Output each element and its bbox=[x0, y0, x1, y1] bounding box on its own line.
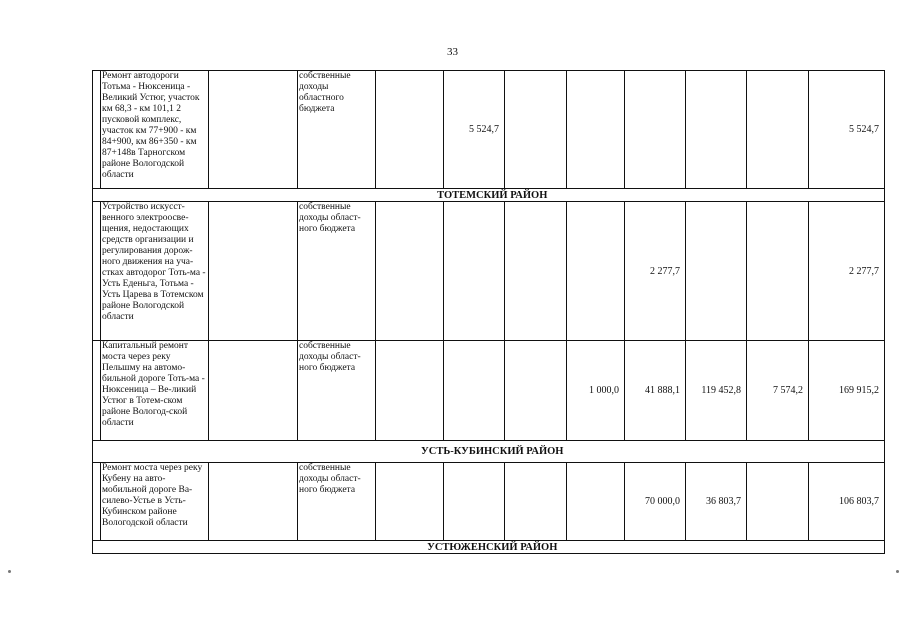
value-cell: 5 524,7 bbox=[444, 71, 505, 189]
value-cell bbox=[444, 202, 505, 341]
value-cell: 7 574,2 bbox=[747, 341, 809, 441]
budget-table bbox=[92, 70, 885, 554]
value-cell bbox=[505, 463, 567, 541]
value-cell bbox=[567, 463, 625, 541]
page-number: 33 bbox=[447, 46, 458, 58]
empty-cell bbox=[209, 463, 298, 541]
funding-source-cell: собственные доходы областного бюджета bbox=[298, 71, 376, 189]
value-cell bbox=[505, 202, 567, 341]
value-cell bbox=[625, 71, 686, 189]
row-number-cell bbox=[93, 541, 101, 554]
value-cell bbox=[567, 202, 625, 341]
district-header-row bbox=[93, 189, 885, 202]
row-number-cell bbox=[93, 463, 101, 541]
funding-source-cell: собственные доходы област-ного бюджета bbox=[298, 202, 376, 341]
value-cell: 1 000,0 bbox=[567, 341, 625, 441]
total-cell: 169 915,2 bbox=[809, 341, 885, 441]
total-cell: 5 524,7 bbox=[809, 71, 885, 189]
value-cell: 119 452,8 bbox=[686, 341, 747, 441]
row-number-cell bbox=[93, 71, 101, 189]
table-row bbox=[93, 202, 885, 341]
value-cell bbox=[376, 202, 444, 341]
total-cell: 106 803,7 bbox=[809, 463, 885, 541]
table-row bbox=[93, 463, 885, 541]
district-title: УСТЬ-КУБИНСКИЙ РАЙОН bbox=[101, 441, 885, 463]
value-cell: 36 803,7 bbox=[686, 463, 747, 541]
value-cell bbox=[505, 71, 567, 189]
value-cell bbox=[567, 71, 625, 189]
object-name-cell: Устройство искусст-венного электроосве-щения, недостающих средств организации и регулирования дорож-ного движения на уча-стках автодорог Тоть-ма - Усть Еденьга, Тотьма - Усть Царева в Тотемском районе Вологодской области bbox=[101, 202, 209, 341]
object-name-cell: Ремонт моста через реку Кубену на авто-мобильной дороге Ва-силево-Устье в Усть-Кубинском районе Вологодской области bbox=[101, 463, 209, 541]
value-cell: 2 277,7 bbox=[625, 202, 686, 341]
funding-source-cell: собственные доходы област-ного бюджета bbox=[298, 341, 376, 441]
value-cell: 41 888,1 bbox=[625, 341, 686, 441]
district-header-row bbox=[93, 441, 885, 463]
value-cell bbox=[505, 341, 567, 441]
empty-cell bbox=[209, 71, 298, 189]
value-cell bbox=[376, 463, 444, 541]
value-cell bbox=[444, 463, 505, 541]
district-header-row bbox=[93, 541, 885, 554]
row-number-cell bbox=[93, 202, 101, 341]
value-cell bbox=[747, 463, 809, 541]
value-cell bbox=[747, 71, 809, 189]
empty-cell bbox=[209, 341, 298, 441]
value-cell bbox=[444, 341, 505, 441]
row-number-cell bbox=[93, 341, 101, 441]
district-title: ТОТЕМСКИЙ РАЙОН bbox=[101, 189, 885, 202]
table-row bbox=[93, 71, 885, 189]
scan-speck bbox=[896, 570, 899, 573]
scan-speck bbox=[8, 570, 11, 573]
value-cell: 70 000,0 bbox=[625, 463, 686, 541]
value-cell bbox=[747, 202, 809, 341]
total-cell: 2 277,7 bbox=[809, 202, 885, 341]
row-number-cell bbox=[93, 441, 101, 463]
value-cell bbox=[686, 202, 747, 341]
object-name-cell: Капитальный ремонт моста через реку Пельшму на автомо-бильной дороге Тоть-ма - Нюксеница – Ве-ликий Устюг в Тотем-ском районе Вологод-ской области bbox=[101, 341, 209, 441]
table-row bbox=[93, 341, 885, 441]
object-name-cell: Ремонт автодороги Тотьма - Нюксеница - Великий Устюг, участок км 68,3 - км 101,1 2 пусковой комплекс, участок км 77+900 - км 84+900, км 86+350 - км 87+148в Тарногском районе Вологодской области bbox=[101, 71, 209, 189]
empty-cell bbox=[209, 202, 298, 341]
funding-source-cell: собственные доходы област-ного бюджета bbox=[298, 463, 376, 541]
value-cell bbox=[376, 71, 444, 189]
value-cell bbox=[376, 341, 444, 441]
value-cell bbox=[686, 71, 747, 189]
row-number-cell bbox=[93, 189, 101, 202]
district-title: УСТЮЖЕНСКИЙ РАЙОН bbox=[101, 541, 885, 554]
